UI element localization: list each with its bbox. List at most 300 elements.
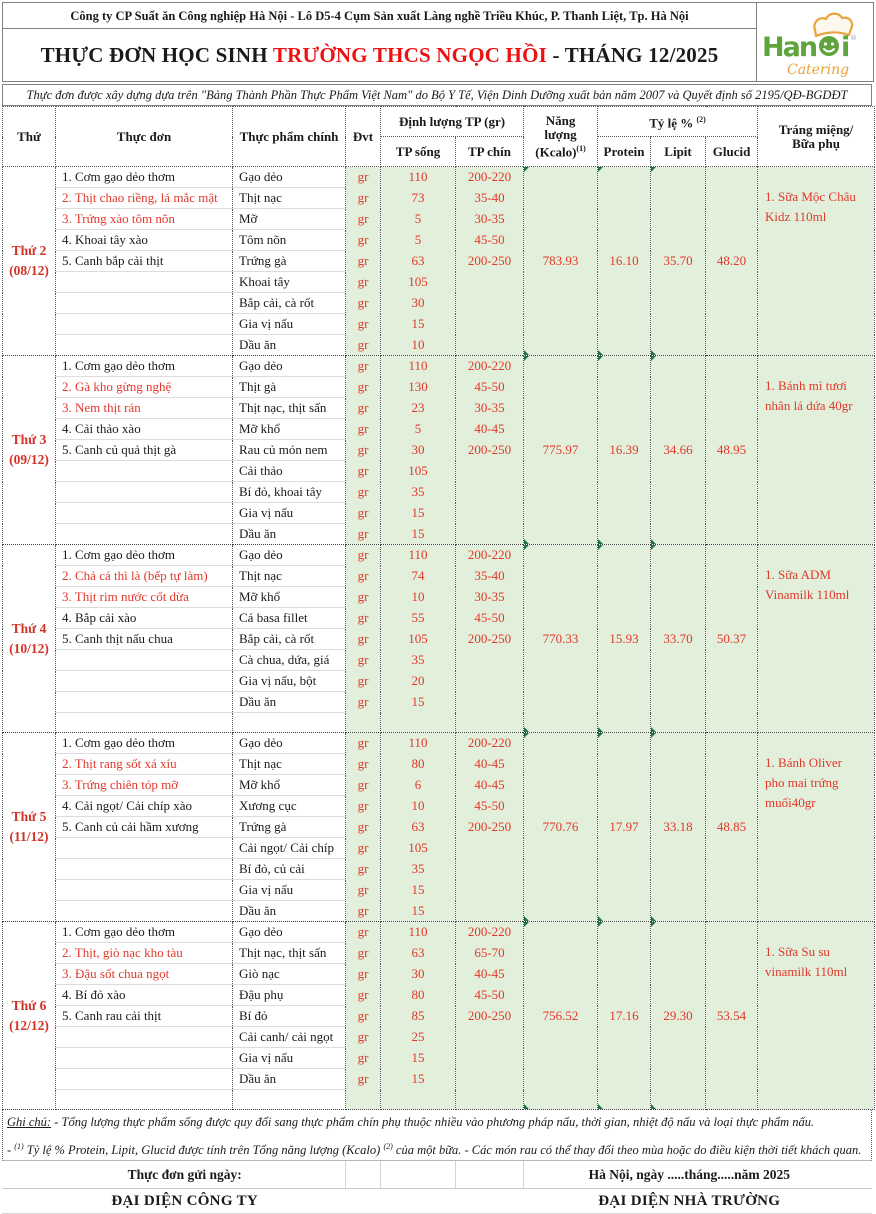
unit-cell: gr — [346, 503, 381, 524]
menu-item-cell: 4. Cải thảo xào — [56, 419, 233, 440]
day-label: Thứ 3 — [11, 432, 47, 447]
energy-cell: 775.97 — [524, 356, 598, 545]
raw-qty-cell — [381, 1090, 456, 1110]
ingredient-cell: Cá basa fillet — [233, 608, 346, 629]
col-header-menu: Thực đơn — [56, 107, 233, 167]
raw-qty-cell: 30 — [381, 964, 456, 985]
unit-cell: gr — [346, 629, 381, 650]
unit-cell: gr — [346, 398, 381, 419]
raw-qty-cell: 30 — [381, 293, 456, 314]
ingredient-cell: Gia vị nấu — [233, 1048, 346, 1069]
menu-table — [2, 106, 875, 1110]
menu-item-cell: 4. Cải ngọt/ Cải chíp xào — [56, 796, 233, 817]
dessert-cell — [758, 356, 875, 545]
unit-cell: gr — [346, 566, 381, 587]
unit-cell: gr — [346, 943, 381, 964]
menu-item-cell: 2. Thịt rang sốt xá xíu — [56, 754, 233, 775]
raw-qty-cell: 30 — [381, 440, 456, 461]
protein-cell: 15.93 — [598, 545, 651, 733]
raw-qty-cell: 105 — [381, 629, 456, 650]
cooked-qty-cell — [456, 272, 524, 293]
ingredient-cell: Gạo dẻo — [233, 922, 346, 943]
raw-qty-cell: 105 — [381, 272, 456, 293]
cooked-qty-cell: 200-220 — [456, 922, 524, 943]
dessert-line: nhân lá dứa 40gr — [765, 398, 853, 413]
document-header — [2, 2, 874, 82]
raw-qty-cell: 110 — [381, 733, 456, 754]
unit-cell: gr — [346, 692, 381, 713]
raw-qty-cell: 105 — [381, 461, 456, 482]
ingredient-cell: Bí đỏ — [233, 1006, 346, 1027]
raw-qty-cell: 55 — [381, 608, 456, 629]
col-header-lipit: Lipit — [651, 137, 706, 167]
cooked-qty-cell: 35-40 — [456, 566, 524, 587]
dessert-line: 1. Sữa ADM — [765, 567, 831, 582]
ingredient-cell: Đậu phụ — [233, 985, 346, 1006]
cooked-qty-cell — [456, 1069, 524, 1090]
ingredient-cell: Dầu ăn — [233, 524, 346, 545]
raw-qty-cell: 15 — [381, 901, 456, 922]
glucid-cell: 48.20 — [706, 167, 758, 356]
ingredient-cell: Mỡ khổ — [233, 419, 346, 440]
note-line-1: Ghi chú: - Tổng lượng thực phẩm sống được quy đổi sang thực phẩm chín phụ thuộc nhiều vào phương pháp nấu, thời gian, nhiệt độ nấu và loại thực phẩm nấu. — [7, 1115, 815, 1129]
ingredient-cell: Thịt nạc, thịt sấn — [233, 398, 346, 419]
ingredient-cell: Dầu ăn — [233, 901, 346, 922]
ingredient-cell: Gạo dẻo — [233, 545, 346, 566]
unit-cell: gr — [346, 650, 381, 671]
ingredient-cell: Bí đỏ, củ cải — [233, 859, 346, 880]
menu-row — [3, 356, 875, 377]
raw-qty-cell: 15 — [381, 1069, 456, 1090]
col-header-energy: Năng lượng (Kcalo)$^{(1)}$ — [524, 107, 598, 167]
ingredient-cell: Cải canh/ cải ngọt — [233, 1027, 346, 1048]
lipit-cell: 35.70 — [651, 167, 706, 356]
unit-cell: gr — [346, 859, 381, 880]
protein-cell: 17.97 — [598, 733, 651, 922]
ingredient-cell: Tôm nõn — [233, 230, 346, 251]
menu-item-cell: 3. Trứng xào tôm nõn — [56, 209, 233, 230]
header-main — [2, 2, 757, 82]
menu-item-cell: 2. Gà kho gừng nghệ — [56, 377, 233, 398]
chef-hat-smiley-icon — [757, 3, 872, 81]
dessert-line: muối40gr — [765, 795, 816, 810]
ingredient-cell: Bí đỏ, khoai tây — [233, 482, 346, 503]
logo-text-hanoi-part: Han — [762, 32, 817, 63]
cooked-qty-cell: 30-35 — [456, 209, 524, 230]
unit-cell: gr — [346, 880, 381, 901]
raw-qty-cell: 105 — [381, 838, 456, 859]
menu-item-cell: 1. Cơm gạo dẻo thơm — [56, 545, 233, 566]
raw-qty-cell: 110 — [381, 356, 456, 377]
ingredient-cell: Thịt nạc, thịt sấn — [233, 943, 346, 964]
menu-item-cell — [56, 335, 233, 356]
raw-qty-cell: 35 — [381, 859, 456, 880]
menu-item-cell — [56, 713, 233, 733]
unit-cell: gr — [346, 251, 381, 272]
raw-qty-cell: 63 — [381, 943, 456, 964]
lipit-cell: 29.30 — [651, 922, 706, 1110]
title-prefix: THỰC ĐƠN HỌC SINH — [40, 43, 273, 67]
raw-qty-cell: 23 — [381, 398, 456, 419]
ingredient-cell: Cải ngọt/ Cải chíp — [233, 838, 346, 859]
menu-table-body — [3, 167, 875, 1110]
cooked-qty-cell — [456, 1027, 524, 1048]
raw-qty-cell: 15 — [381, 524, 456, 545]
cooked-qty-cell — [456, 671, 524, 692]
dessert-line: 1. Sữa Mộc Châu — [765, 189, 856, 204]
ingredient-cell: Thịt nạc — [233, 188, 346, 209]
unit-cell: gr — [346, 272, 381, 293]
unit-cell: gr — [346, 461, 381, 482]
ingredient-cell: Gia vị nấu, bột — [233, 671, 346, 692]
dessert-line: Kidz 110ml — [765, 209, 827, 224]
day-date: (08/12) — [9, 263, 49, 278]
ingredient-cell: Giò nạc — [233, 964, 346, 985]
ingredient-cell: Gạo dẻo — [233, 733, 346, 754]
table-header — [3, 107, 875, 167]
menu-item-cell — [56, 1090, 233, 1110]
dessert-cell — [758, 922, 875, 1110]
menu-item-cell — [56, 838, 233, 859]
menu-item-cell: 5. Canh củ cải hầm xương — [56, 817, 233, 838]
ingredient-cell: Mỡ — [233, 209, 346, 230]
dessert-cell — [758, 167, 875, 356]
logo-text-catering: Catering — [787, 62, 850, 78]
dessert-line: vinamilk 110ml — [765, 964, 848, 979]
ingredient-cell: Dầu ăn — [233, 1069, 346, 1090]
ingredient-cell: Bắp cải, cà rốt — [233, 629, 346, 650]
cooked-qty-cell: 40-45 — [456, 754, 524, 775]
unit-cell: gr — [346, 985, 381, 1006]
menu-item-cell — [56, 461, 233, 482]
unit-cell: gr — [346, 964, 381, 985]
cooked-qty-cell: 30-35 — [456, 398, 524, 419]
cooked-qty-cell: 200-250 — [456, 629, 524, 650]
menu-item-cell — [56, 1048, 233, 1069]
raw-qty-cell: 5 — [381, 209, 456, 230]
glucid-cell: 53.54 — [706, 922, 758, 1110]
unit-cell: gr — [346, 901, 381, 922]
unit-cell: gr — [346, 377, 381, 398]
raw-qty-cell: 80 — [381, 754, 456, 775]
cooked-qty-cell: 30-35 — [456, 587, 524, 608]
unit-cell — [346, 1090, 381, 1110]
cooked-qty-cell — [456, 335, 524, 356]
raw-qty-cell: 85 — [381, 1006, 456, 1027]
menu-item-cell — [56, 901, 233, 922]
unit-cell: gr — [346, 587, 381, 608]
raw-qty-cell: 15 — [381, 503, 456, 524]
menu-item-cell: 1. Cơm gạo dẻo thơm — [56, 356, 233, 377]
lipit-cell: 34.66 — [651, 356, 706, 545]
cooked-qty-cell — [456, 1090, 524, 1110]
menu-item-cell: 5. Canh bắp cải thịt — [56, 251, 233, 272]
cooked-qty-cell — [456, 314, 524, 335]
menu-item-cell: 5. Canh củ quả thịt gà — [56, 440, 233, 461]
menu-item-cell: 2. Chả cá thì là (bếp tự làm) — [56, 566, 233, 587]
menu-item-cell: 4. Bí đỏ xào — [56, 985, 233, 1006]
ingredient-cell — [233, 1090, 346, 1110]
raw-qty-cell: 35 — [381, 482, 456, 503]
menu-row — [3, 545, 875, 566]
glucid-cell: 48.95 — [706, 356, 758, 545]
raw-qty-cell: 5 — [381, 419, 456, 440]
dessert-line: 1. Bánh Oliver — [765, 755, 842, 770]
raw-qty-cell: 15 — [381, 1048, 456, 1069]
unit-cell: gr — [346, 230, 381, 251]
protein-cell: 16.39 — [598, 356, 651, 545]
col-header-dessert: Tráng miệng/ Bữa phụ — [758, 107, 875, 167]
energy-cell: 770.76 — [524, 733, 598, 922]
gridline — [523, 1161, 524, 1188]
cooked-qty-cell — [456, 503, 524, 524]
col-header-main-food: Thực phẩm chính — [233, 107, 346, 167]
day-label: Thứ 6 — [11, 997, 47, 1013]
ingredient-cell: Trứng gà — [233, 251, 346, 272]
dessert-line: Vinamilk 110ml — [765, 587, 850, 602]
energy-cell: 770.33 — [524, 545, 598, 733]
dessert-line: 1. Sữa Su su — [765, 944, 830, 959]
menu-item-cell — [56, 671, 233, 692]
menu-item-cell — [56, 859, 233, 880]
raw-qty-cell: 10 — [381, 587, 456, 608]
cooked-qty-cell — [456, 461, 524, 482]
menu-item-cell — [56, 482, 233, 503]
menu-item-cell — [56, 524, 233, 545]
day-label: Thứ 4 — [11, 620, 47, 636]
cooked-qty-cell — [456, 692, 524, 713]
menu-item-cell: 3. Trứng chiên tóp mỡ — [56, 775, 233, 796]
signature-school: ĐẠI DIỆN NHÀ TRƯỜNG — [598, 1193, 781, 1209]
signature-date-line: Hà Nội, ngày .....tháng.....năm 2025 — [588, 1167, 790, 1182]
cooked-qty-cell: 45-50 — [456, 230, 524, 251]
gridline — [380, 1161, 381, 1188]
day-date: (11/12) — [9, 829, 49, 844]
lipit-cell: 33.70 — [651, 545, 706, 733]
dessert-line: pho mai trứng — [765, 775, 839, 790]
cooked-qty-cell — [456, 650, 524, 671]
cooked-qty-cell — [456, 524, 524, 545]
note-label: Ghi chú: — [7, 1115, 52, 1129]
day-cell — [3, 733, 56, 922]
raw-qty-cell: 10 — [381, 796, 456, 817]
unit-cell: gr — [346, 1048, 381, 1069]
menu-item-cell: 2. Thịt, giò nạc kho tàu — [56, 943, 233, 964]
signature-row — [2, 1189, 872, 1214]
raw-qty-cell: 25 — [381, 1027, 456, 1048]
menu-item-cell — [56, 880, 233, 901]
day-date: (12/12) — [9, 1017, 49, 1033]
raw-qty-cell: 63 — [381, 251, 456, 272]
menu-item-cell: 3. Đậu sốt chua ngọt — [56, 964, 233, 985]
unit-cell: gr — [346, 545, 381, 566]
menu-item-cell — [56, 272, 233, 293]
cooked-qty-cell: 200-250 — [456, 817, 524, 838]
ingredient-cell: Xương cục — [233, 796, 346, 817]
day-date: (10/12) — [9, 640, 49, 656]
unit-cell: gr — [346, 733, 381, 754]
school-name: TRƯỜNG THCS NGỌC HỒI — [272, 43, 547, 67]
ingredient-cell: Cà chua, dứa, giá — [233, 650, 346, 671]
date-row — [2, 1161, 872, 1189]
unit-cell: gr — [346, 335, 381, 356]
ingredient-cell: Rau củ món nem — [233, 440, 346, 461]
raw-qty-cell: 110 — [381, 922, 456, 943]
menu-item-cell — [56, 1069, 233, 1090]
cooked-qty-cell: 200-220 — [456, 733, 524, 754]
lipit-cell: 33.18 — [651, 733, 706, 922]
menu-item-cell: 1. Cơm gạo dẻo thơm — [56, 167, 233, 188]
ingredient-cell: Gạo dẻo — [233, 167, 346, 188]
energy-cell: 783.93 — [524, 167, 598, 356]
raw-qty-cell: 20 — [381, 671, 456, 692]
ingredient-cell: Gia vị nấu — [233, 503, 346, 524]
gridline — [345, 1161, 346, 1188]
cooked-qty-cell: 45-50 — [456, 377, 524, 398]
cooked-qty-cell — [456, 901, 524, 922]
day-cell — [3, 167, 56, 356]
unit-cell: gr — [346, 671, 381, 692]
cooked-qty-cell: 45-50 — [456, 608, 524, 629]
menu-item-cell — [56, 650, 233, 671]
ingredient-cell: Dầu ăn — [233, 692, 346, 713]
ingredient-cell: Gia vị nấu — [233, 880, 346, 901]
ingredient-cell: Bắp cải, cà rốt — [233, 293, 346, 314]
unit-cell: gr — [346, 314, 381, 335]
cooked-qty-cell: 40-45 — [456, 775, 524, 796]
cooked-qty-cell: 40-45 — [456, 964, 524, 985]
col-header-glucid: Glucid — [706, 137, 758, 167]
unit-cell: gr — [346, 922, 381, 943]
unit-cell: gr — [346, 838, 381, 859]
dessert-cell — [758, 733, 875, 922]
hanoi-catering-logo — [757, 2, 874, 82]
cooked-qty-cell: 40-45 — [456, 419, 524, 440]
ingredient-cell: Dầu ăn — [233, 335, 346, 356]
day-date: (09/12) — [9, 452, 49, 467]
ingredient-cell: Cải thảo — [233, 461, 346, 482]
unit-cell: gr — [346, 524, 381, 545]
col-header-raw: TP sống — [381, 137, 456, 167]
cooked-qty-cell — [456, 1048, 524, 1069]
menu-item-cell: 5. Canh thịt nấu chua — [56, 629, 233, 650]
unit-cell: gr — [346, 1006, 381, 1027]
raw-qty-cell: 110 — [381, 545, 456, 566]
menu-row — [3, 733, 875, 754]
cooked-qty-cell: 35-40 — [456, 188, 524, 209]
col-header-unit: Đvt — [346, 107, 381, 167]
day-label: Thứ 5 — [11, 809, 47, 824]
unit-cell: gr — [346, 482, 381, 503]
ingredient-cell: Gạo dẻo — [233, 356, 346, 377]
unit-cell: gr — [346, 440, 381, 461]
unit-cell: gr — [346, 356, 381, 377]
cooked-qty-cell — [456, 482, 524, 503]
menu-item-cell — [56, 293, 233, 314]
day-cell — [3, 922, 56, 1110]
note-line-2: - $^{(1)}$ Tỷ lệ % Protein, Lipit, Glucid được tính trên Tổng năng lượng (Kcalo) $^{(2)}$ của một bữa. - Các món rau có thể thay đổi theo mùa hoặc do điều kiện thời tiết khách quan. — [7, 1142, 862, 1158]
ingredient-cell: Thịt gà — [233, 377, 346, 398]
glucid-cell: 48.85 — [706, 733, 758, 922]
raw-qty-cell: 5 — [381, 230, 456, 251]
col-header-quantity-group: Định lượng TP (gr) — [381, 107, 524, 137]
unit-cell: gr — [346, 1069, 381, 1090]
cooked-qty-cell — [456, 713, 524, 733]
protein-cell: 17.16 — [598, 922, 651, 1110]
menu-item-cell — [56, 503, 233, 524]
cooked-qty-cell: 200-220 — [456, 356, 524, 377]
day-cell — [3, 356, 56, 545]
ingredient-cell: Thịt nạc — [233, 566, 346, 587]
menu-item-cell — [56, 1027, 233, 1048]
notes — [2, 1110, 872, 1161]
raw-qty-cell: 63 — [381, 817, 456, 838]
col-header-protein: Protein — [598, 137, 651, 167]
menu-item-cell: 1. Cơm gạo dẻo thơm — [56, 733, 233, 754]
ingredient-cell: Mỡ khổ — [233, 587, 346, 608]
raw-qty-cell: 130 — [381, 377, 456, 398]
svg-text:i: i — [841, 32, 851, 63]
menu-item-cell: 3. Thịt rim nước cốt dừa — [56, 587, 233, 608]
unit-cell: gr — [346, 167, 381, 188]
raw-qty-cell: 80 — [381, 985, 456, 1006]
raw-qty-cell: 15 — [381, 880, 456, 901]
menu-item-cell — [56, 692, 233, 713]
raw-qty-cell: 15 — [381, 314, 456, 335]
dessert-line: 1. Bánh mì tươi — [765, 378, 847, 393]
glucid-cell: 50.37 — [706, 545, 758, 733]
raw-qty-cell: 110 — [381, 167, 456, 188]
raw-qty-cell: 35 — [381, 650, 456, 671]
raw-qty-cell: 73 — [381, 188, 456, 209]
energy-cell: 756.52 — [524, 922, 598, 1110]
cooked-qty-cell — [456, 880, 524, 901]
day-label: Thứ 2 — [11, 243, 47, 258]
cooked-qty-cell: 45-50 — [456, 796, 524, 817]
cooked-qty-cell: 200-250 — [456, 440, 524, 461]
menu-row — [3, 922, 875, 943]
day-cell — [3, 545, 56, 733]
menu-item-cell: 4. Khoai tây xào — [56, 230, 233, 251]
unit-cell: gr — [346, 293, 381, 314]
cooked-qty-cell — [456, 838, 524, 859]
protein-cell: 16.10 — [598, 167, 651, 356]
signature-company: ĐẠI DIỆN CÔNG TY — [111, 1193, 259, 1209]
ingredient-cell — [233, 713, 346, 733]
col-header-ratio-group: Tỷ lệ % $^{(2)}$ — [598, 107, 758, 137]
unit-cell: gr — [346, 754, 381, 775]
ingredient-cell: Mỡ khổ — [233, 775, 346, 796]
cooked-qty-cell: 200-250 — [456, 251, 524, 272]
cooked-qty-cell: 45-50 — [456, 985, 524, 1006]
cooked-qty-cell — [456, 293, 524, 314]
menu-item-cell: 2. Thịt chao riềng, lá mắc mật — [56, 188, 233, 209]
unit-cell: gr — [346, 608, 381, 629]
menu-item-cell: 1. Cơm gạo dẻo thơm — [56, 922, 233, 943]
menu-item-cell: 4. Bắp cải xào — [56, 608, 233, 629]
subtitle: Thực đơn được xây dựng dựa trên "Bảng Thành Phần Thực Phẩm Việt Nam" do Bộ Y Tế, Viện Dinh Dưỡng xuất bản năm 2007 và Quyết định số 2195/QĐ-BGDĐT — [2, 84, 872, 106]
gridline — [455, 1161, 456, 1188]
company-name: Công ty CP Suất ăn Công nghiệp Hà Nội - Lô D5-4 Cụm Sản xuất Làng nghề Triều Khúc, P. Thanh Liệt, Tp. Hà Nội — [3, 3, 756, 29]
unit-cell: gr — [346, 188, 381, 209]
unit-cell: gr — [346, 775, 381, 796]
cooked-qty-cell: 200-250 — [456, 1006, 524, 1027]
unit-cell: gr — [346, 1027, 381, 1048]
cooked-qty-cell: 200-220 — [456, 167, 524, 188]
raw-qty-cell: 6 — [381, 775, 456, 796]
ingredient-cell: Thịt nạc — [233, 754, 346, 775]
raw-qty-cell — [381, 713, 456, 733]
